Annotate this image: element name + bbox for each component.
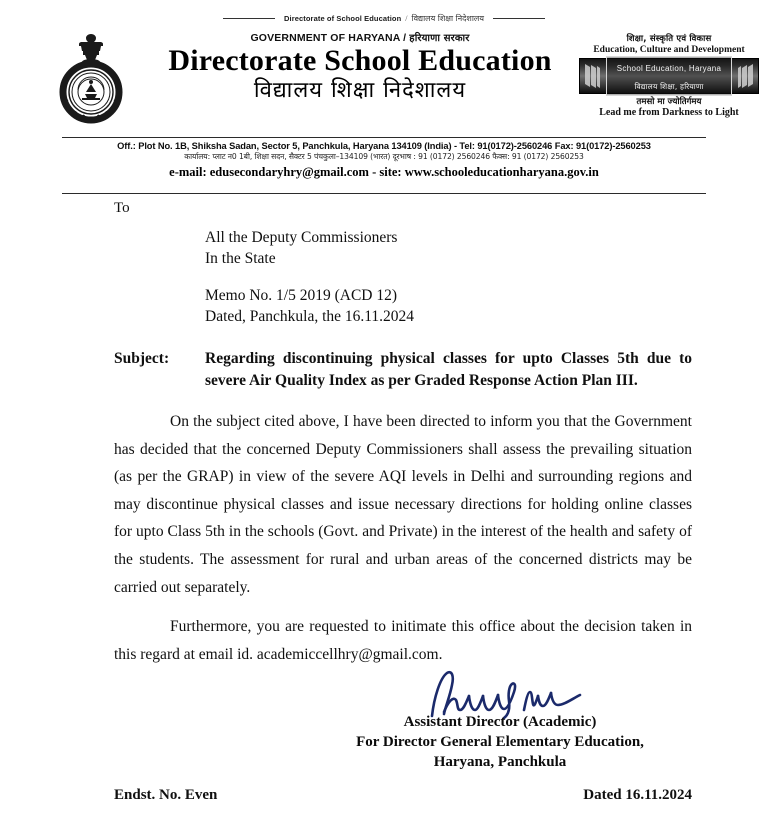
tagline-hi: शिक्षा, संस्कृति एवं विकास — [626, 34, 712, 44]
top-strip-title-en: Directorate of School Education — [284, 13, 402, 23]
body-paragraph-2: Furthermore, you are requested to initimate this office about the decision taken in this regard at email id. academiccellhry@gmail.com. — [114, 618, 692, 663]
subject-row — [114, 348, 692, 392]
subject-label: Subject: — [114, 350, 170, 368]
signatory-line-2: For Director General Elementary Education, — [356, 733, 644, 750]
endorsement-number: Endst. No. Even — [114, 787, 218, 803]
letterhead-masthead — [0, 30, 768, 135]
memo-dated: Dated, Panchkula, the 16.11.2024 — [205, 307, 415, 325]
to-label: To — [114, 200, 130, 216]
logo-text-hi: विद्यालय शिक्षा, हरियाणा — [634, 82, 704, 91]
top-strip-rule-left — [223, 18, 275, 19]
government-line-en: GOVERNMENT OF HARYANA — [250, 32, 401, 44]
masthead-center-block — [150, 30, 570, 104]
government-line-sep: / — [403, 32, 407, 44]
memo-block — [205, 286, 768, 327]
letter-footer — [114, 787, 692, 804]
government-of-haryana-line — [150, 30, 570, 44]
top-strip-rule-right — [493, 18, 545, 19]
open-book-icon-left — [583, 62, 601, 90]
header-divider-top — [62, 137, 706, 138]
address-line-en: Off.: Plot No. 1B, Shiksha Sadan, Sector 5, Panchkula, Haryana 134109 (India) - Tel: 91(0172)-2560246 Fax: 91(0172)-2560253 — [117, 141, 651, 151]
school-education-haryana-logo — [579, 58, 759, 94]
open-book-icon-right — [737, 62, 755, 90]
addressee-block — [205, 228, 768, 269]
logo-text-en: School Education, Haryana — [616, 64, 722, 73]
motto-hi: तमसो मा ज्योतिर्गमय — [636, 97, 702, 107]
address-contact-line: e-mail: edusecondaryhry@gmail.com - site: www.schooleducationharyana.gov.in — [169, 165, 599, 179]
masthead-right-block — [576, 33, 762, 118]
department-title-hi: विद्यालय शिक्षा निदेशालय — [253, 77, 467, 103]
motto-en: Lead me from Darkness to Light — [599, 107, 739, 118]
government-line-hi: हरियाणा सरकार — [409, 33, 470, 44]
letter-body — [0, 198, 768, 668]
body-paragraph-1: On the subject cited above, I have been directed to inform you that the Government has decided that the concerned Deputy Commissioners shall assess the prevailing situation (as per the GRAP) in view of the severe AQI levels in Delhi and surrounding regions and may discontinue physical classes and issue necessary directions for holding online classes for upto Class 5th in the schools (Govt. and Private) in the interest of the health and safety of the students. The assessment for rural and urban areas of the concerned districts may be carried out separately. — [114, 413, 692, 596]
top-strip-separator: / — [405, 13, 408, 23]
subject-text: Regarding discontinuing physical classes for upto Classes 5th due to severe Air Quality Index as per Graded Response Action Plan III. — [205, 350, 692, 390]
memo-number: Memo No. 1/5 2019 (ACD 12) — [205, 287, 398, 305]
logo-text-panel — [606, 56, 732, 96]
signatory-line-1: Assistant Director (Academic) — [403, 714, 597, 730]
footer-date: Dated 16.11.2024 — [583, 787, 692, 803]
top-strip-title-hi: विद्यालय शिक्षा निदेशालय — [411, 13, 484, 23]
haryana-government-emblem-icon — [52, 32, 130, 128]
address-line-hi: कार्यालय: प्लाट न0 1बी, शिक्षा सदन, सैक्टर 5 पंचकुला–134109 (भारत) दूरभाष : 91 (0172) 2560246 फैक्स: 91 (0172) 2560253 — [184, 152, 584, 161]
top-header-strip — [0, 8, 768, 28]
signatory-line-3: Haryana, Panchkula — [433, 753, 567, 770]
department-title-en: Directorate School Education — [168, 44, 552, 77]
tagline-en: Education, Culture and Development — [593, 45, 745, 55]
signatory-designation — [300, 713, 700, 773]
header-divider-bottom — [62, 193, 706, 194]
addressee-line-1: All the Deputy Commissioners — [205, 229, 398, 247]
office-address-block — [40, 141, 728, 180]
addressee-line-2: In the State — [205, 249, 276, 267]
